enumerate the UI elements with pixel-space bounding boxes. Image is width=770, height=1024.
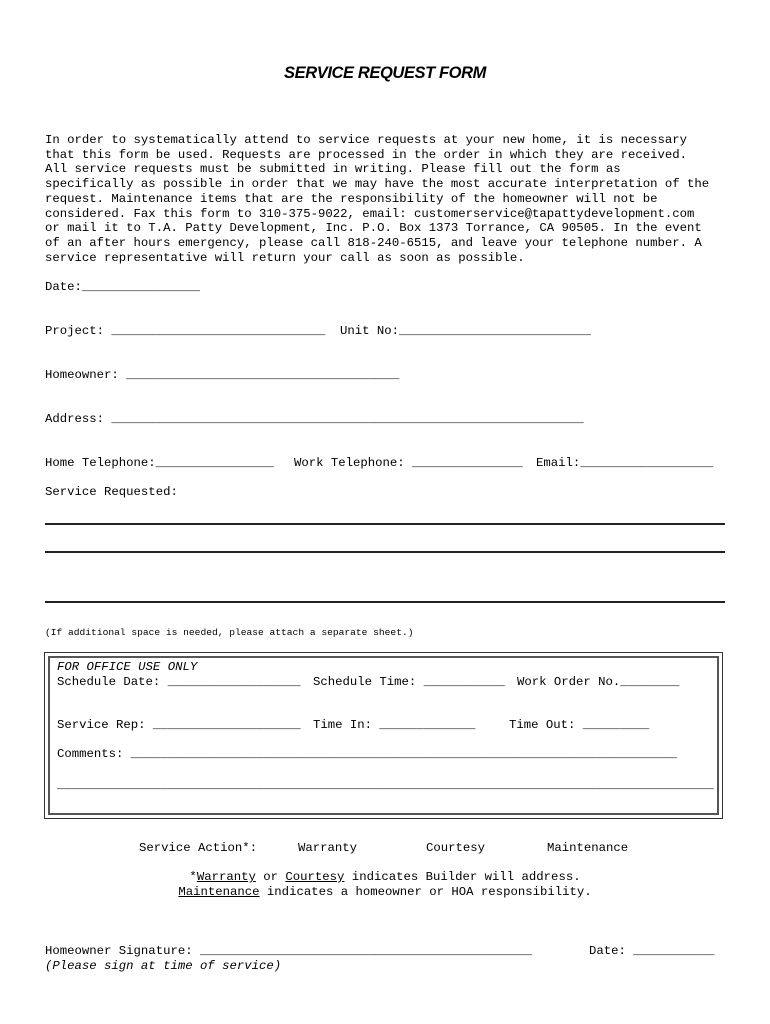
footnote-warranty: Warranty <box>196 870 256 884</box>
service-action-label: Service Action*: <box>139 841 258 855</box>
intro-paragraph <box>45 133 735 265</box>
footnote-line-2 <box>0 885 770 899</box>
comments-line-2[interactable]: _________________________________________________________________________________________ <box>57 778 714 792</box>
service-request-line[interactable] <box>45 551 725 553</box>
time-in-field[interactable]: Time In: _____________ <box>313 718 476 732</box>
service-request-line[interactable] <box>45 601 725 603</box>
intro-line: considered. Fax this form to 310-375-9022, email: customerservice@tapattydevelopment.com <box>45 206 695 221</box>
footnote-homeowner-text: indicates a homeowner or HOA responsibility. <box>259 885 592 899</box>
project-field[interactable]: Project: _____________________________ <box>45 324 326 338</box>
service-action-maintenance[interactable]: Maintenance <box>547 841 629 855</box>
address-field[interactable]: Address: ________________________________________________________________ <box>45 412 584 426</box>
service-rep-field[interactable]: Service Rep: ____________________ <box>57 718 301 732</box>
intro-line: service representative will return your call as soon as possible. <box>45 250 525 265</box>
comments-field[interactable]: Comments: __________________________________________________________________________ <box>57 747 677 761</box>
office-use-heading: FOR OFFICE USE ONLY <box>57 660 198 674</box>
service-request-line[interactable] <box>45 523 725 525</box>
schedule-date-field[interactable]: Schedule Date: __________________ <box>57 675 301 689</box>
home-telephone-field[interactable]: Home Telephone:________________ <box>45 456 274 470</box>
work-telephone-field[interactable]: Work Telephone: _______________ <box>294 456 523 470</box>
intro-line: of an after hours emergency, please call 818-240-6515, and leave your telephone number. A <box>45 235 702 250</box>
email-field[interactable]: Email:__________________ <box>536 456 714 470</box>
footnote-line-1 <box>0 870 770 884</box>
date-field[interactable]: Date:________________ <box>45 280 200 294</box>
homeowner-field[interactable]: Homeowner: _____________________________________ <box>45 368 400 382</box>
intro-line: All service requests must be submitted in writing. Please fill out the form as <box>45 162 621 177</box>
intro-line: specifically as possible in order that we may have the most accurate interpretation of the <box>45 177 710 192</box>
footnote-builder-text: indicates Builder will address. <box>344 870 581 884</box>
schedule-time-field[interactable]: Schedule Time: ___________ <box>313 675 505 689</box>
footnote-courtesy: Courtesy <box>285 870 345 884</box>
footnote-asterisk: * <box>189 870 197 884</box>
additional-space-note: (If additional space is needed, please attach a separate sheet.) <box>45 627 414 638</box>
service-action-courtesy[interactable]: Courtesy <box>426 841 486 855</box>
intro-line: or mail it to T.A. Patty Development, Inc. P.O. Box 1373 Torrance, CA 90505. In the event <box>45 221 702 236</box>
form-title: SERVICE REQUEST FORM <box>284 64 486 82</box>
time-out-field[interactable]: Time Out: _________ <box>509 718 650 732</box>
footnote-maintenance: Maintenance <box>178 885 260 899</box>
signature-note: (Please sign at time of service) <box>45 959 282 973</box>
unit-no-field[interactable]: Unit No:__________________________ <box>340 324 591 338</box>
service-action-warranty[interactable]: Warranty <box>298 841 358 855</box>
homeowner-signature-field[interactable]: Homeowner Signature: _____________________________________________ <box>45 944 533 958</box>
intro-line: that this form be used. Requests are processed in the order in which they are received. <box>45 147 688 162</box>
service-requested-label: Service Requested: <box>45 485 178 499</box>
footnote-or: or <box>255 870 286 884</box>
intro-line: request. Maintenance items that are the responsibility of the homeowner will not be <box>45 191 658 206</box>
intro-line: In order to systematically attend to service requests at your new home, it is necessary <box>45 133 688 147</box>
signature-date-field[interactable]: Date: ___________ <box>589 944 715 958</box>
work-order-field[interactable]: Work Order No.________ <box>517 675 680 689</box>
